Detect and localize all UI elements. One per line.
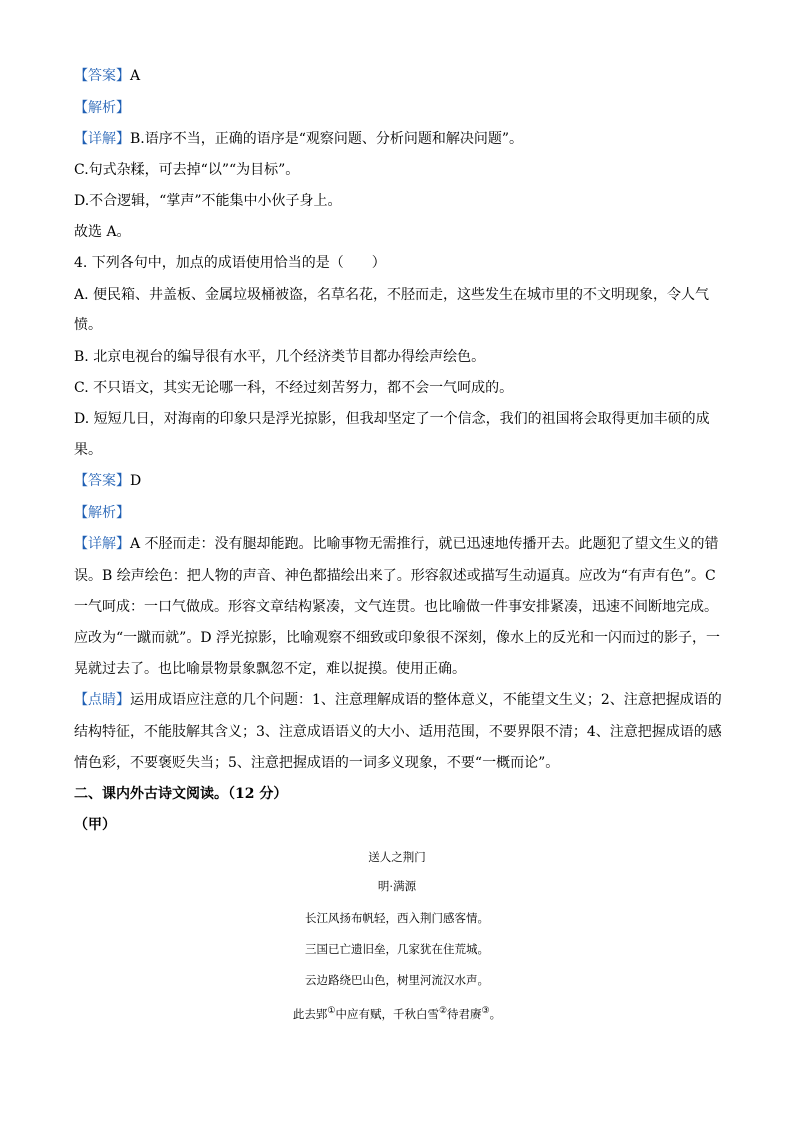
q3-detail-line-1 bbox=[74, 129, 724, 149]
detail-text: A 不胫而走：没有腿却能跑。比喻事物无需推行，就已迅速地传播开去。此题犯了望文生义的错 bbox=[130, 536, 719, 552]
q4-option-a-line-2: 愤。 bbox=[74, 317, 102, 333]
q4-detail-line-1 bbox=[74, 534, 724, 554]
q4-stem: 4. 下列各句中，加点的成语使用恰当的是（ ） bbox=[74, 255, 386, 271]
detail-tag: 【详解】 bbox=[74, 131, 130, 147]
footnote-mark-2: ② bbox=[438, 1006, 448, 1016]
poem-line-4 bbox=[0, 1003, 794, 1022]
poem-author: 明·满源 bbox=[377, 879, 417, 893]
answer-value: A bbox=[130, 68, 141, 84]
q4-tip-line-3: 情色彩，不要褒贬失当；5、注意把握成语的一词多义现象，不要“一概而论”。 bbox=[74, 755, 560, 771]
poem-text: 。 bbox=[489, 1006, 502, 1021]
tip-text: 运用成语应注意的几个问题：1、注意理解成语的整体意义，不能望文生义；2、注意把握成语的 bbox=[130, 692, 722, 708]
poem-line-3: 云边路绕巴山色，树里河流汉水声。 bbox=[305, 973, 489, 987]
analysis-tag: 【解析】 bbox=[74, 100, 130, 116]
q4-option-d-line-2: 果。 bbox=[74, 442, 102, 458]
q4-option-a-line-1: A. 便民箱、井盖板、金属垃圾桶被盗，名草名花，不胫而走，这些发生在城市里的不文明现象，令人气 bbox=[74, 287, 710, 303]
answer-value: D bbox=[130, 473, 142, 489]
q4-answer-line bbox=[74, 471, 724, 491]
q4-detail-line-5: 晃就过去了。也比喻景物景象飘忽不定，难以捉摸。使用正确。 bbox=[74, 661, 466, 677]
q4-option-c: C. 不只语文，其实无论哪一科，不经过刻苦努力，都不会一气呵成的。 bbox=[74, 380, 514, 396]
q4-tip-line-2: 结构特征，不能肢解其含义；3、注意成语语义的大小、适用范围，不要界限不清；4、注意把握成语的感 bbox=[74, 724, 722, 740]
q4-detail-line-4: 应改为“一蹴而就”。D 浮光掠影，比喻观察不细致或印象很不深刻，像水上的反光和一闪而过的影子，一 bbox=[74, 630, 720, 646]
q4-option-d-line-1: D. 短短几日，对海南的印象只是浮光掠影，但我却坚定了一个信念，我们的祖国将会取得更加丰硕的成 bbox=[74, 411, 710, 427]
poem-title: 送人之荆门 bbox=[368, 850, 426, 864]
q3-conclusion: 故选 A。 bbox=[74, 224, 131, 240]
footnote-mark-1: ① bbox=[327, 1006, 336, 1016]
section-sub-label: （甲） bbox=[74, 817, 116, 833]
poem-text: 待君赓 bbox=[447, 1006, 482, 1021]
tip-tag: 【点睛】 bbox=[74, 692, 130, 708]
footnote-mark-3: ③ bbox=[481, 1006, 490, 1016]
section-heading: 二、课内外古诗文阅读。（12 分） bbox=[74, 786, 288, 802]
poem-line-1: 长江风扬布帆轻，西入荆门感客情。 bbox=[305, 911, 489, 925]
answer-tag: 【答案】 bbox=[74, 473, 130, 489]
poem-line-2: 三国已亡遗旧垒，几家犹在住荒城。 bbox=[305, 942, 489, 956]
poem-text: 中应有赋，千秋白雪 bbox=[335, 1006, 439, 1021]
q3-detail-line-2: C.句式杂糅，可去掉“以”“为目标”。 bbox=[74, 162, 300, 178]
q3-answer-line bbox=[74, 66, 724, 86]
answer-tag: 【答案】 bbox=[74, 68, 130, 84]
detail-text: B.语序不当，正确的语序是“观察问题、分析问题和解决问题”。 bbox=[130, 131, 524, 147]
analysis-tag: 【解析】 bbox=[74, 505, 130, 521]
poem-text: 此去郢 bbox=[292, 1006, 328, 1021]
q4-tip-line-1 bbox=[74, 690, 724, 710]
detail-tag: 【详解】 bbox=[74, 536, 130, 552]
q4-option-b: B. 北京电视台的编导很有水平，几个经济类节目都办得绘声绘色。 bbox=[74, 349, 486, 365]
q4-detail-line-2: 误。B 绘声绘色：把人物的声音、神色都描绘出来了。形容叙述或描写生动逼真。应改为“有声有色”。C bbox=[74, 568, 716, 584]
q4-detail-line-3: 一气呵成：一口气做成。形容文章结构紧凑，文气连贯。也比喻做一件事安排紧凑，迅速不间断地完成。 bbox=[74, 599, 718, 615]
q3-detail-line-3: D.不合逻辑，“掌声”不能集中小伙子身上。 bbox=[74, 193, 342, 209]
